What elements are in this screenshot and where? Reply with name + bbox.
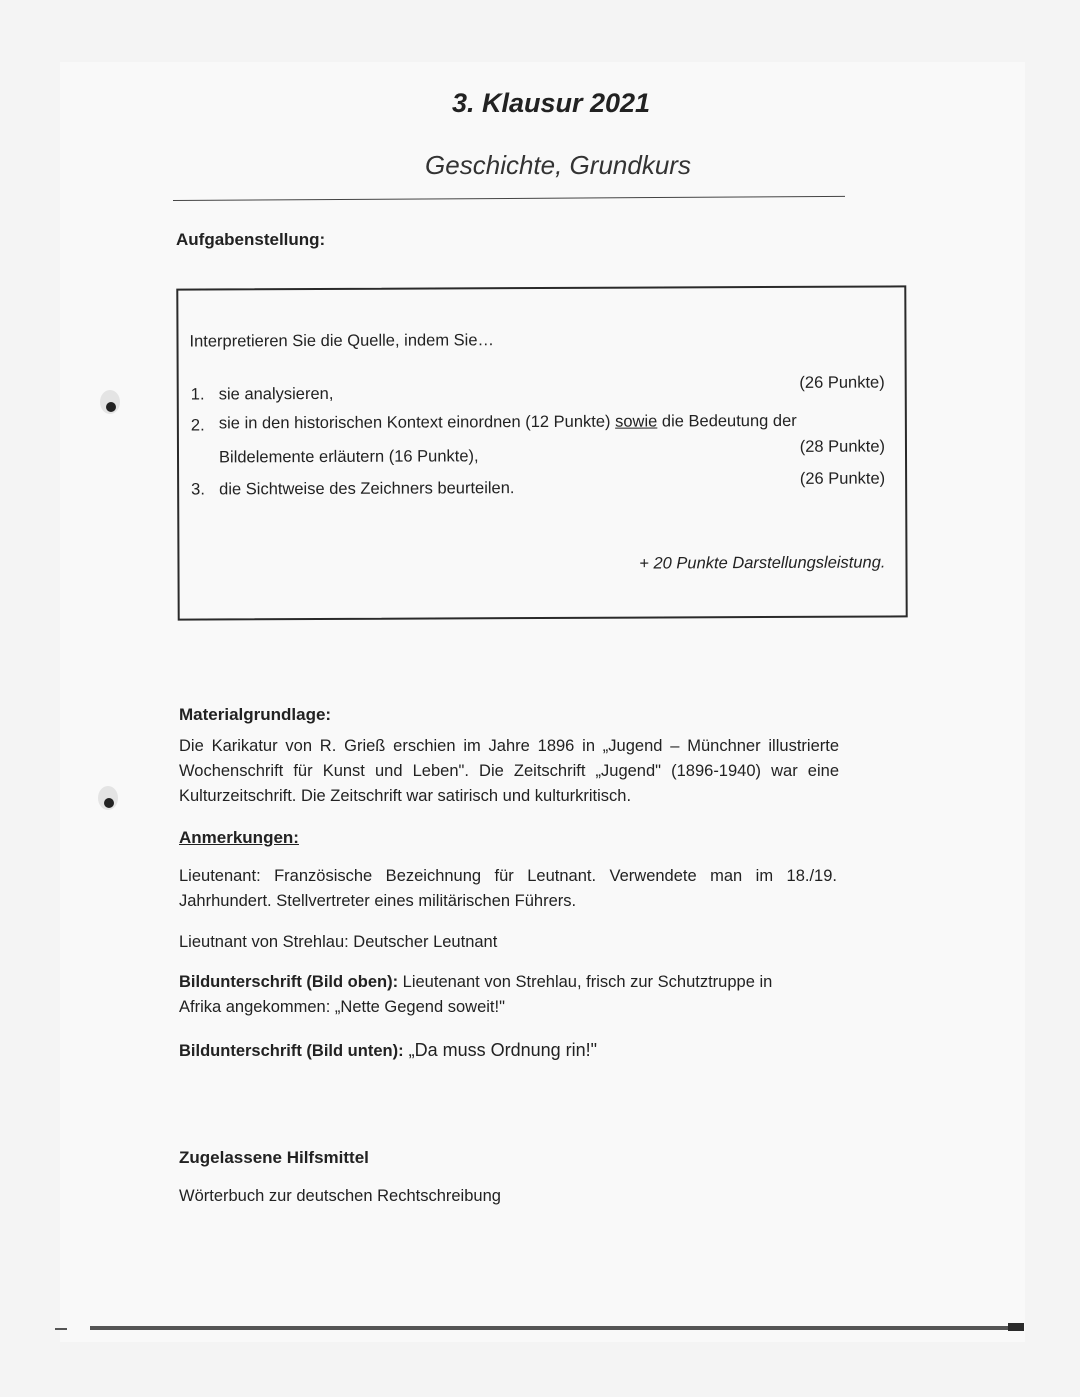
task-box: [176, 285, 907, 620]
caption-bottom: [179, 1038, 597, 1064]
task-item-1-points: (26 Punkte): [799, 373, 885, 392]
task-item-3-text: die Sichtweise des Zeichners beurteilen.: [219, 479, 515, 499]
caption-top-label: Bildunterschrift (Bild oben):: [179, 973, 399, 991]
aids-text: Wörterbuch zur deutschen Rechtschreibung: [179, 1187, 501, 1205]
task-item-2-text-a: sie in den historischen Kontext einordnen (12 Punkte): [218, 412, 616, 433]
footer-line-end: [1008, 1323, 1024, 1331]
footer-line: [90, 1326, 1024, 1330]
aids-heading: Zugelassene Hilfsmittel: [179, 1148, 369, 1167]
notes-heading: Anmerkungen:: [179, 828, 299, 847]
task-item-2-text-b: die Bedeutung der: [657, 411, 797, 431]
edge-mark: [55, 1328, 67, 1330]
punch-hole-bottom: [98, 786, 118, 810]
note-lieutenant: Lieutenant: Französische Bezeichnung für Leutnant. Verwendete man im 18./19. Jahrhundert. Stellvertreter eines militärischen Führers.: [179, 867, 837, 910]
task-item-2-underlined: sowie: [615, 412, 658, 431]
task-item-3-points: (26 Punkte): [799, 469, 886, 488]
bonus-points: + 20 Punkte Darstellungsleistung.: [639, 553, 886, 573]
page-subtitle: Geschichte, Grundkurs: [425, 150, 691, 180]
page-title: 3. Klausur 2021: [451, 88, 651, 118]
task-item-1-text: sie analysieren,: [218, 384, 334, 404]
task-item-3-number: 3.: [191, 480, 205, 499]
caption-bottom-label: Bildunterschrift (Bild unten):: [179, 1042, 404, 1060]
caption-top: [179, 970, 799, 1020]
task-item-2-text-line2: Bildelemente erläutern (16 Punkte),: [218, 447, 479, 467]
task-intro: Interpretieren Sie die Quelle, indem Sie…: [189, 331, 495, 351]
task-item-2-number: 2.: [190, 416, 205, 435]
material-text: Die Karikatur von R. Grieß erschien im Jahre 1896 in „Jugend – Münchner illustrierte Wochenschrift für Kunst und Leben". Die Zeitschrift „Jugend" (1896-1940) war eine Kulturzeitschrift. Die Zeitschrift war satirisch und kulturkritisch.: [179, 737, 839, 805]
punch-hole-top: [100, 390, 120, 414]
task-item-2-points: (28 Punkte): [799, 437, 886, 456]
caption-bottom-text: „Da muss Ordnung rin!": [403, 1040, 598, 1060]
task-heading: Aufgabenstellung:: [176, 230, 326, 249]
caption-top-text: Lieutenant von Strehlau, frisch zur Schutztruppe in Afrika angekommen: „Nette Gegend soweit!": [179, 973, 773, 1016]
task-item-2-text: [219, 412, 797, 434]
task-item-1-number: 1.: [190, 385, 205, 404]
note-strehlau: Lieutnant von Strehlau: Deutscher Leutnant: [179, 933, 498, 951]
material-heading: Materialgrundlage:: [179, 705, 332, 724]
